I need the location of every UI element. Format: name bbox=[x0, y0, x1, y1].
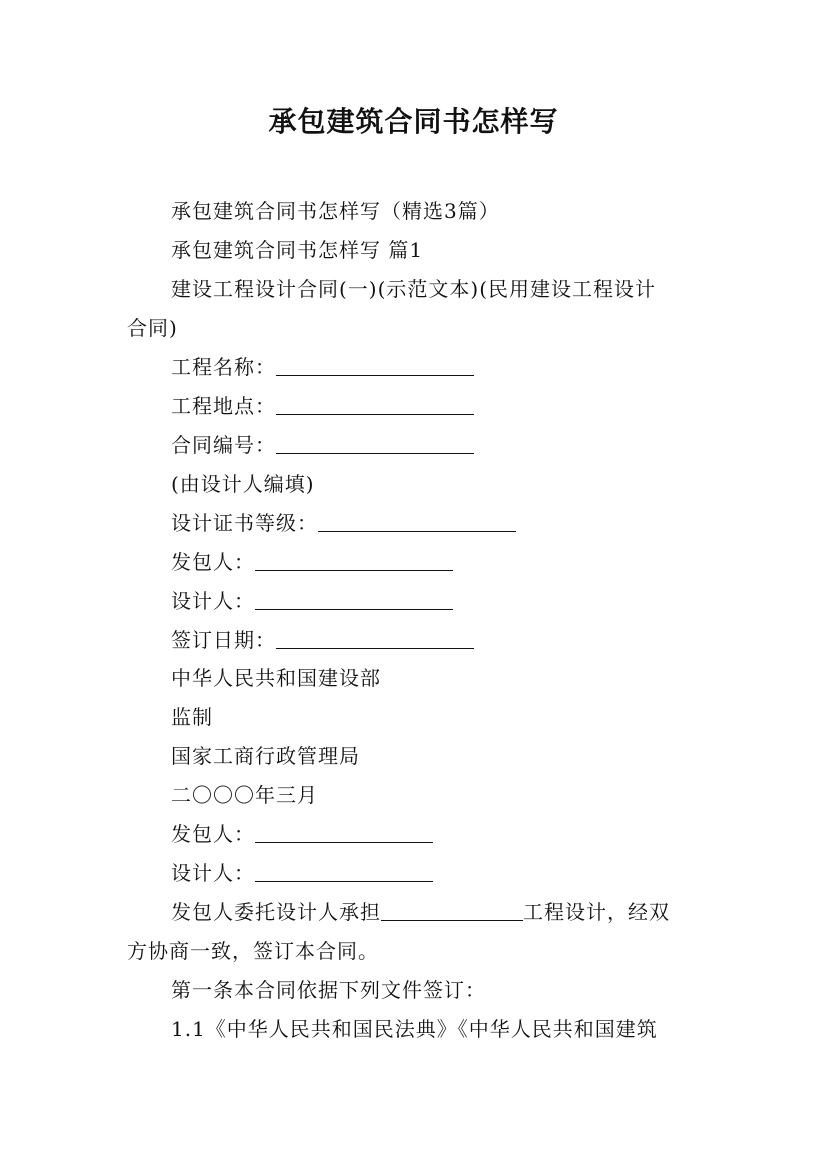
employer-label-2: 发包人： bbox=[171, 822, 255, 846]
entrust-text-a: 发包人委托设计人承担 bbox=[171, 900, 381, 924]
contract-number-label: 合同编号： bbox=[171, 433, 276, 457]
article-1: 第一条本合同依据下列文件签订： bbox=[171, 978, 486, 1002]
project-name-row bbox=[171, 353, 751, 381]
filled-by-note: (由设计人编填) bbox=[171, 472, 315, 496]
entrust-paragraph-line-2: 方协商一致，签订本合同。 bbox=[127, 939, 379, 963]
employer-row-2 bbox=[171, 820, 751, 848]
supervise-line: 监制 bbox=[171, 705, 213, 729]
cert-level-row bbox=[171, 509, 751, 537]
contract-name-line-2: 合同) bbox=[127, 316, 178, 340]
designer-label: 设计人： bbox=[171, 589, 255, 613]
project-name-label: 工程名称： bbox=[171, 355, 276, 379]
contract-name-line-1: 建设工程设计合同(一)(示范文本)(民用建设工程设计 bbox=[171, 277, 657, 301]
designer-blank-2 bbox=[255, 861, 433, 882]
contract-number-row bbox=[171, 431, 751, 459]
sign-date-label: 签订日期： bbox=[171, 628, 276, 652]
date-line: 二〇〇〇年三月 bbox=[171, 783, 318, 807]
employer-blank-2 bbox=[255, 822, 433, 843]
cert-level-label: 设计证书等级： bbox=[171, 511, 318, 535]
entrust-text-b: 工程设计，经双 bbox=[523, 900, 670, 924]
contract-number-blank bbox=[276, 433, 474, 454]
employer-row bbox=[171, 548, 751, 576]
designer-label-2: 设计人： bbox=[171, 861, 255, 885]
subtitle-line: 承包建筑合同书怎样写（精选3篇） bbox=[171, 199, 500, 223]
project-location-label: 工程地点： bbox=[171, 394, 276, 418]
sign-date-blank bbox=[276, 628, 474, 649]
clause-1-1: 1.1《中华人民共和国民法典》《中华人民共和国建筑 bbox=[171, 1017, 658, 1041]
designer-row bbox=[171, 587, 751, 615]
designer-blank bbox=[255, 589, 453, 610]
entrust-paragraph-line-1 bbox=[171, 898, 751, 926]
ministry-line: 中华人民共和国建设部 bbox=[171, 666, 381, 690]
project-name-blank bbox=[276, 355, 474, 376]
project-location-row bbox=[171, 392, 751, 420]
administration-line: 国家工商行政管理局 bbox=[171, 744, 360, 768]
employer-label: 发包人： bbox=[171, 550, 255, 574]
entrust-project-blank bbox=[381, 900, 523, 921]
sign-date-row bbox=[171, 626, 751, 654]
section-heading: 承包建筑合同书怎样写 篇1 bbox=[171, 238, 424, 262]
employer-blank bbox=[255, 550, 453, 571]
cert-level-blank bbox=[318, 511, 516, 532]
document-title: 承包建筑合同书怎样写 bbox=[268, 105, 559, 138]
project-location-blank bbox=[276, 394, 474, 415]
designer-row-2 bbox=[171, 859, 751, 887]
